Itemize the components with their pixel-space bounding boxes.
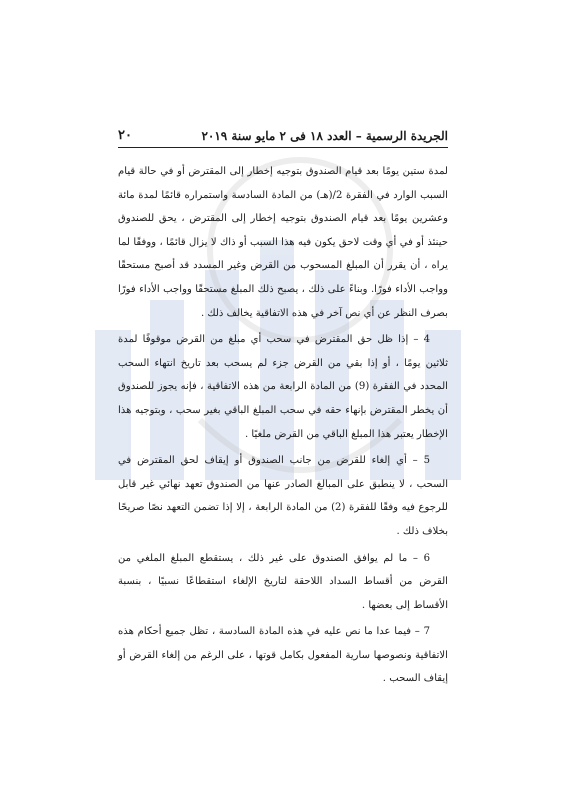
page-header (118, 128, 448, 148)
paragraph: لمدة ستين يومًا بعد قيام الصندوق بتوجيه إخطار إلى المقترض أو في حالة قيام السبب الوارد في الفقرة 2/(هـ) من المادة السادسة واستمراره قائمًا لمدة مائة وعشرين يومًا بعد قيام الصندوق بتوجيه إخطار إلى المقترض ، يحق للصندوق حينئذ أو في أي وقت لاحق يكون فيه هذا السبب أو ذاك لا يزال قائمًا ، ووفقًا لما يراه ، أن يقرر أن المبلغ المسحوب من القرض وغير المسدد قد أصبح مستحقًا وواجب الأداء فورًا. وبناءً على ذلك ، يصبح ذلك المبلغ مستحقًا وواجب الأداء فورًا بصرف النظر عن أي نص آخر في هذه الاتفاقية يخالف ذلك . (118, 166, 448, 319)
article-body (118, 160, 448, 691)
paragraph: 7 – فيما عدا ما نص عليه في هذه المادة السادسة ، تظل جميع أحكام هذه الاتفاقية ونصوصها سارية المفعول بكامل قوتها ، على الرغم من إلغاء القرض أو إيقاف السحب . (118, 626, 448, 685)
publication-title: الجريدة الرسمية – العدد ١٨ فى ٢ مايو سنة ٢٠١٩ (201, 129, 448, 143)
paragraph: 6 – ما لم يوافق الصندوق على غير ذلك ، يستقطع المبلغ الملغي من القرض من أقساط السداد اللاحقة لتاريخ الإلغاء استقطاعًا نسبيًا ، بنسبة الأقساط إلى بعضها . (118, 552, 448, 611)
page-number: ٢٠ (118, 128, 132, 143)
paragraph: 4 – إذا ظل حق المقترض في سحب أي مبلغ من القرض موقوفًا لمدة ثلاثين يومًا ، أو إذا بقي من القرض جزء لم يسحب بعد تاريخ انتهاء السحب المحدد في الفقرة (9) من المادة الرابعة من هذه الاتفاقية ، فإنه يجوز للصندوق أن يخطر المقترض بإنهاء حقه في سحب المبلغ الباقي بغير سحب ، وبتوجيه هذا الإخطار يعتبر هذا المبلغ الباقي من القرض ملغيًا . (118, 334, 448, 440)
paragraph: 5 – أي إلغاء للقرض من جانب الصندوق أو إيقاف لحق المقترض في السحب ، لا ينطبق على المبالغ الصادر عنها من الصندوق تعهد نهائي غير قابل للرجوع فيه وفقًا للفقرة (2) من المادة الرابعة ، إلا إذا تضمن التعهد نصًا صريحًا بخلاف ذلك . (118, 455, 448, 537)
